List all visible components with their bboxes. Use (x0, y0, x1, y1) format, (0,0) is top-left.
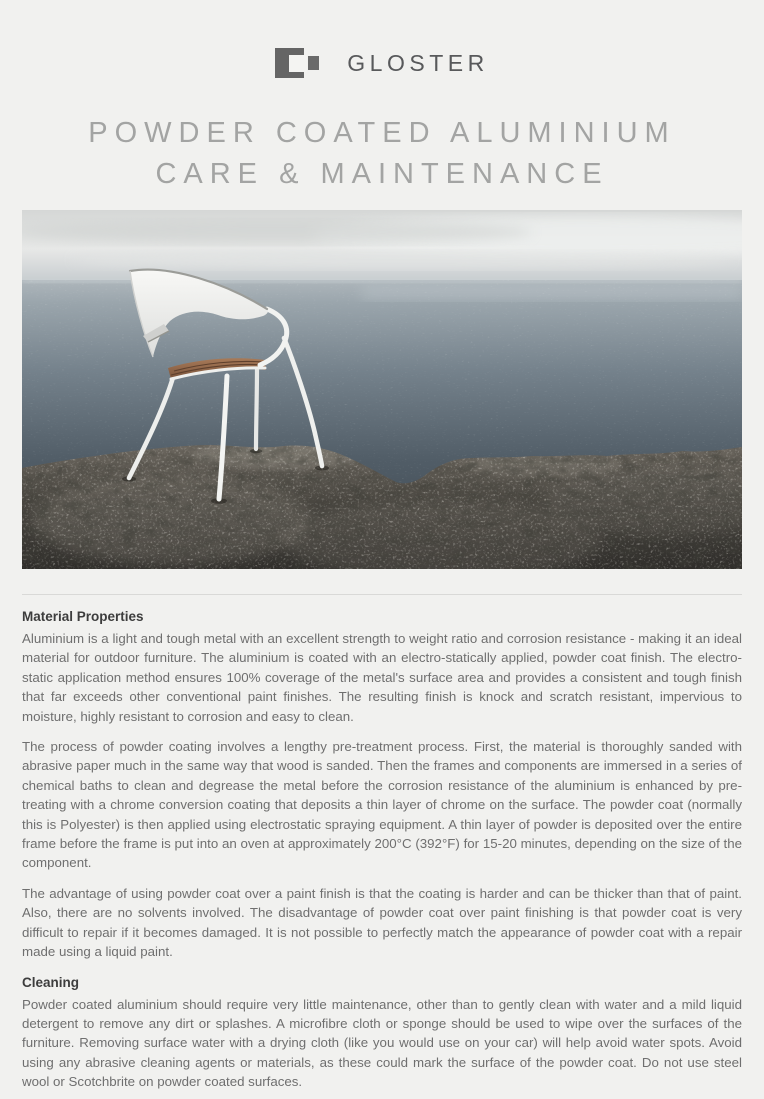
section-heading: Cleaning (22, 974, 80, 990)
logo-square-small (308, 56, 319, 70)
brand-name: GLOSTER (347, 49, 489, 76)
hero-photo (22, 210, 742, 569)
page-title-line-2: CARE & MAINTENANCE (155, 158, 609, 190)
chair-leg-mid-right (256, 367, 257, 449)
cloud-streak (72, 251, 732, 269)
brand-header (0, 0, 764, 78)
section-divider (22, 594, 742, 595)
paragraph: Powder coated aluminium should require very little maintenance, other than to gently clean with water and a mild liquid detergent to remove any dirt or splashes. A microfibre cloth or sponge should be used to wipe over the surfaces of the furniture. Removing surface water with a drying cloth (like you would use on your car) will help avoid water spots. Avoid using any abrasive cleaning agents or materials, as these could mark the surface of the powder coat. Do not use steel wool or Scotchbrite on powder coated surfaces. (22, 996, 742, 1090)
section-cleaning (22, 973, 742, 1092)
coastal-chair-illustration (22, 210, 742, 569)
gloster-logo-icon (275, 48, 319, 78)
section-heading: Material Properties (22, 609, 144, 624)
section-material-properties (22, 607, 742, 962)
logo-square-white (289, 55, 307, 72)
cloud-shadow (22, 220, 532, 244)
body-text (22, 607, 742, 1092)
paragraph: The process of powder coating involves a lengthy pre-treatment process. First, the material is thoroughly sanded with abrasive paper much in the same way that wood is sanded. Then the frames and components are immersed in a series of chemical baths to clean and degrease the metal before the corrosion resistance of the aluminium is enhanced by pre-treating with a chrome conversion coating that deposits a thin layer of chrome on the surface. The powder coat (normally this is Polyester) is then applied using electrostatic spraying equipment. A thin layer of powder is deposited over the entire frame before the frame is put into an oven at approximately 200°C (392°F) for 15-20 minutes, depending on the size of the component. (22, 739, 742, 871)
page-title-line-1: POWDER COATED ALUMINIUM (88, 117, 676, 149)
page-title (0, 113, 764, 195)
paragraph: Aluminium is a light and tough metal with an excellent strength to weight ratio and corrosion resistance - making it an ideal material for outdoor furniture. The aluminium is coated with an electro-statically applied, powder coat finish. The electro-static application method ensures 100% coverage of the metal's surface area and provides a consistent and tough finish that far exceeds other conventional paint finishes. The resulting finish is knock and scratch resistant, impervious to moisture, highly resistant to corrosion and easy to clean. (22, 631, 742, 724)
paragraph: The advantage of using powder coat over a paint finish is that the coating is harder and can be thicker than that of paint. Also, there are no solvents involved. The disadvantage of powder coat over paint finishing is that powder coat is very difficult to repair if it becomes damaged. It is not possible to perfectly match the appearance of powder coat with a repair made using a liquid paint. (22, 885, 742, 960)
